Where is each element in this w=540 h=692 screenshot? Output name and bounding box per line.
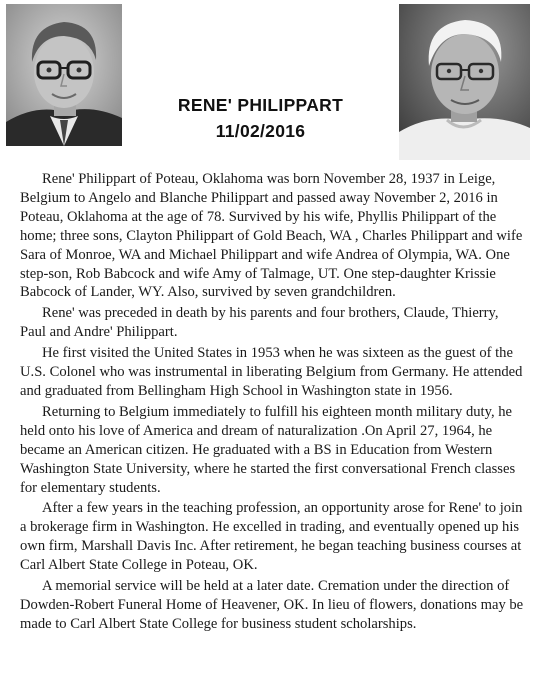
paragraph-family: Rene' Philippart of Poteau, Oklahoma was born November 28, 1937 in Leige, Belgium to Angelo and Blanche Philippart and passed away November 2, 2016 in Poteau, Oklahoma at the age of 78. Survived by his wife, Phyllis Philippart of the home; three sons, Clayton Philippart of Gold Beach, WA , Charles Philippart and wife Sara of Monroe, WA and Michael Philippart and wife Andrea of Olympia, WA. One step-son, Rob Babcock and wife Amy of Talmage, UT. One step-daughter Krissie Babcock of Lander, WY. Also, survived by seven grandchildren. [20, 171, 523, 301]
paragraph-memorial: A memorial service will be held at a later date. Cremation under the direction of Dowden-Robert Funeral Home of Heavener, OK. In lieu of flowers, donations may be made to Carl Albert State College for business student scholarships. [20, 578, 524, 632]
portrait-elderly-image [399, 4, 530, 160]
paragraph-citizenship: Returning to Belgium immediately to fulfill his eighteen month military duty, he held onto his love of America and dream of naturalization .On April 27, 1964, he became an American citizen. He graduated with a BS in Education from Western Washington State University, where he started the first conversational French classes for elementary students. [20, 403, 516, 496]
obituary-body [20, 170, 528, 636]
obituary-date: 11/02/2016 [215, 121, 306, 141]
paragraph-first-visit: He first visited the United States in 1953 when he was sixteen as the guest of the U.S. Colonel who was instrumental in liberating Belgium from Germany. He attended and graduated from Bellingham High School in Washington state in 1956. [20, 345, 523, 399]
portrait-elderly [399, 4, 530, 160]
portrait-young [6, 4, 122, 146]
obituary-name-heading: RENE' PHILIPPART [177, 95, 344, 115]
paragraph-preceded: Rene' was preceded in death by his parents and four brothers, Claude, Thierry, Paul and Andre' Philippart. [20, 305, 499, 341]
paragraph-career: After a few years in the teaching profession, an opportunity arose for Rene' to join a brokerage firm in Washington. He excelled in trading, and eventually opened up his own firm, Marshall Davis Inc. After retirement, he began teaching business courses at Carl Albert State College in Poteau, OK. [20, 500, 523, 574]
portrait-young-image [6, 4, 122, 146]
